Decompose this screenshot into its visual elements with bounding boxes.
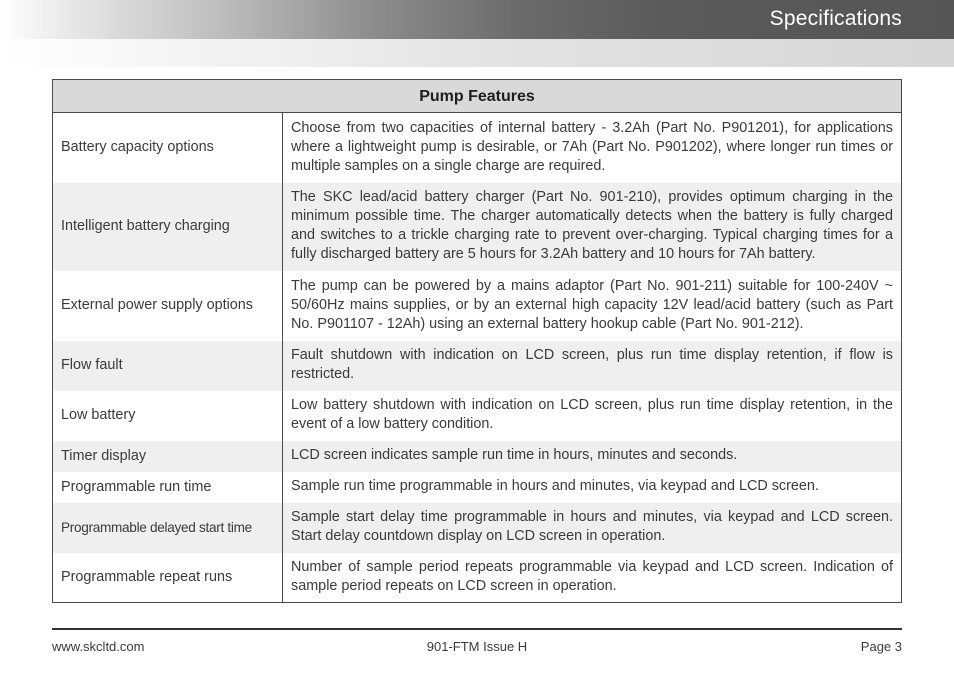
table-row — [53, 441, 902, 472]
table-row — [53, 183, 902, 271]
table-row — [53, 391, 902, 441]
row-description: Sample run time programmable in hours and minutes, via keypad and LCD screen. — [291, 478, 819, 494]
row-description: The pump can be powered by a mains adaptor (Part No. 901-211) suitable for 100-240V ~ 50/60Hz mains supplies, or by an external high capacity 12V lead/acid battery (such as Part No. P901107 - 12Ah) using an external battery hookup cable (Part No. 901-212). — [291, 277, 893, 332]
row-label: Programmable run time — [53, 472, 283, 503]
footer-document-id: 901-FTM Issue H — [426, 639, 528, 654]
pump-features-table — [52, 79, 902, 603]
table-row — [53, 271, 902, 341]
row-label: Intelligent battery charging — [53, 183, 283, 271]
table-row — [53, 553, 902, 603]
table-row — [53, 341, 902, 391]
row-label: External power supply options — [53, 271, 283, 341]
table-heading: Pump Features — [53, 80, 902, 113]
row-description: Choose from two capacities of internal battery - 3.2Ah (Part No. P901201), for applications where a lightweight pump is desirable, or 7Ah (Part No. P901202), where longer run times or multiple samples on a single charge are required. — [291, 119, 893, 174]
row-label: Timer display — [53, 441, 283, 472]
row-description: Number of sample period repeats programmable via keypad and LCD screen. Indication of sample period repeats on LCD screen in operation. — [291, 558, 893, 594]
footer-divider — [52, 628, 902, 630]
footer-page-number: Page 3 — [860, 639, 902, 654]
page-title: Specifications — [769, 7, 902, 30]
row-label: Programmable delayed start time — [53, 503, 283, 553]
header-strip — [0, 39, 954, 67]
table-row — [53, 503, 902, 553]
row-label: Battery capacity options — [53, 113, 283, 183]
row-label: Programmable repeat runs — [53, 553, 283, 603]
row-description: The SKC lead/acid battery charger (Part No. 901-210), provides optimum charging in the minimum possible time. The charger automatically detects when the battery is fully charged and switches to a trickle charging rate to prevent over-charging. Typical charging times for a fully discharged battery are 5 hours for 3.2Ah battery and 10 hours for 7Ah battery. — [283, 183, 902, 271]
row-description: Low battery shutdown with indication on LCD screen, plus run time display retention, in the event of a low battery condition. — [291, 397, 893, 432]
table-row — [53, 113, 902, 183]
header-bar — [0, 0, 954, 39]
row-description: Fault shutdown with indication on LCD screen, plus run time display retention, if flow is restricted. — [283, 341, 902, 391]
table-row — [53, 472, 902, 503]
row-label: Low battery — [53, 391, 283, 441]
row-description: LCD screen indicates sample run time in hours, minutes and seconds. — [283, 441, 902, 472]
footer-website[interactable]: www.skcltd.com — [52, 639, 145, 654]
row-description: Sample start delay time programmable in hours and minutes, via keypad and LCD screen. Start delay countdown display on LCD screen in operation. — [283, 503, 902, 553]
row-label: Flow fault — [53, 341, 283, 391]
